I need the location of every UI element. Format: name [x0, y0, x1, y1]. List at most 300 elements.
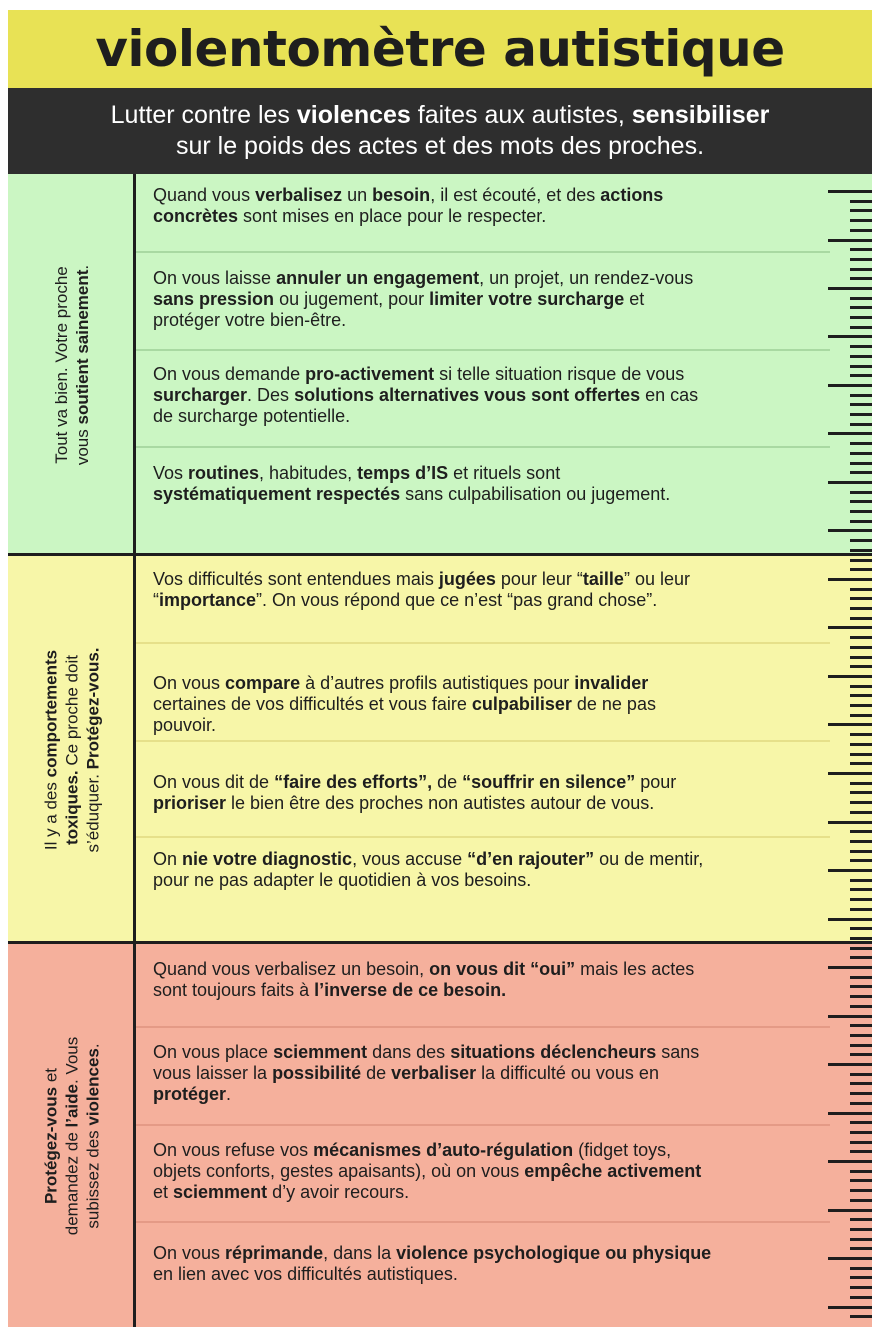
- ruler-tick: [850, 306, 872, 309]
- text-run: (fidget toys,: [573, 1140, 672, 1160]
- text-run: annuler un engagement: [276, 268, 480, 288]
- text-line: [62, 966, 83, 1306]
- scale-item: [153, 463, 833, 505]
- text-run: jugées: [438, 569, 496, 589]
- ruler-tick: [850, 1238, 872, 1241]
- text-line: [153, 772, 833, 793]
- text-run: dans des: [367, 1042, 451, 1062]
- text-run: verbaliser: [391, 1063, 477, 1083]
- ruler-tick: [850, 927, 872, 930]
- text-line: [153, 1063, 833, 1084]
- scale-item: [153, 569, 833, 611]
- ruler-tick: [828, 1063, 872, 1066]
- ruler-tick: [850, 277, 872, 280]
- text-run: invalider: [574, 673, 649, 693]
- text-run: pouvoir.: [153, 715, 217, 735]
- ruler-tick: [828, 190, 872, 193]
- text-run: violence psychologique ou physique: [396, 1243, 712, 1263]
- text-line: [153, 406, 833, 427]
- zone-side-panel: [8, 556, 136, 944]
- text-run: On: [153, 849, 183, 869]
- text-run: “faire des efforts”,: [274, 772, 433, 792]
- text-run: sensibiliser: [631, 101, 770, 129]
- ruler-tick: [850, 840, 872, 843]
- text-line: [62, 580, 83, 920]
- text-run: pour ne pas adapter le quotidien à vos besoins.: [153, 870, 532, 890]
- text-run: culpabiliser: [471, 694, 572, 714]
- text-run: , il est écouté, et des: [430, 185, 601, 205]
- text-line: [51, 195, 72, 535]
- ruler-tick: [850, 1102, 872, 1105]
- ruler-tick: [850, 830, 872, 833]
- ruler-tick: [850, 714, 872, 717]
- text-run: réprimande: [225, 1243, 324, 1263]
- text-run: prioriser: [153, 793, 227, 813]
- ruler-tick: [828, 432, 872, 435]
- item-separator: [136, 836, 830, 838]
- ruler-tick: [850, 1150, 872, 1153]
- item-separator: [136, 1221, 830, 1223]
- text-line: [83, 966, 104, 1306]
- zone-side-panel: [8, 944, 136, 1327]
- text-run: On vous place: [153, 1042, 274, 1062]
- ruler-tick: [850, 568, 872, 571]
- ruler-tick: [850, 345, 872, 348]
- text-line: [153, 1084, 833, 1105]
- text-run: pro-activement: [305, 364, 435, 384]
- text-run: de ne pas: [571, 694, 656, 714]
- text-run: concrètes: [153, 206, 239, 226]
- text-run: Quand vous verbalisez un besoin,: [153, 959, 430, 979]
- ruler-tick: [850, 1189, 872, 1192]
- ruler-tick: [850, 646, 872, 649]
- text-line: [153, 1161, 833, 1182]
- text-run: .: [73, 264, 92, 270]
- text-line: [153, 1042, 833, 1063]
- ruler-tick: [850, 248, 872, 251]
- ruler-tick: [828, 578, 872, 581]
- text-line: [153, 268, 833, 289]
- text-run: On vous: [153, 673, 226, 693]
- text-run: actions: [600, 185, 664, 205]
- scale-item: [153, 959, 833, 1001]
- text-line: [153, 206, 833, 227]
- text-run: routines: [188, 463, 260, 483]
- ruler-tick: [850, 403, 872, 406]
- ruler-tick: [850, 1228, 872, 1231]
- ruler-tick: [850, 1034, 872, 1037]
- text-run: nie votre diagnostic: [182, 849, 353, 869]
- scale-item: [153, 185, 833, 227]
- zone-side-text: [41, 580, 104, 920]
- text-run: de: [361, 1063, 392, 1083]
- text-run: . Des: [247, 385, 295, 405]
- text-run: la difficulté ou vous en: [476, 1063, 659, 1083]
- ruler-tick: [850, 995, 872, 998]
- ruler-tick: [850, 617, 872, 620]
- item-separator: [136, 349, 830, 351]
- ruler-tick: [850, 209, 872, 212]
- scale-item: [153, 1042, 833, 1105]
- ruler-tick: [850, 859, 872, 862]
- ruler-tick: [850, 200, 872, 203]
- text-run: situations déclencheurs: [450, 1042, 657, 1062]
- ruler-tick: [828, 1160, 872, 1163]
- ruler-tick: [850, 1044, 872, 1047]
- ruler-tick: [850, 268, 872, 271]
- text-run: un: [342, 185, 373, 205]
- text-line: [153, 463, 833, 484]
- text-run: pour leur “: [495, 569, 583, 589]
- text-run: violences: [83, 1047, 103, 1126]
- text-run: surcharger: [153, 385, 248, 405]
- ruler-tick: [850, 791, 872, 794]
- ruler-tick: [850, 462, 872, 465]
- text-run: Ce proche doit: [62, 655, 82, 771]
- text-run: verbalisez: [255, 185, 343, 205]
- ruler-tick: [828, 287, 872, 290]
- scale-item: [153, 364, 833, 427]
- text-run: On vous refuse vos: [153, 1140, 314, 1160]
- ruler-tick: [850, 1218, 872, 1221]
- text-run: de: [432, 772, 463, 792]
- text-run: On vous: [153, 1243, 226, 1263]
- ruler-tick: [850, 898, 872, 901]
- text-run: , habitudes,: [259, 463, 358, 483]
- text-run: Vos difficultés sont entendues mais: [153, 569, 439, 589]
- ruler-tick: [850, 782, 872, 785]
- text-run: toxiques.: [62, 770, 82, 845]
- text-run: compare: [225, 673, 301, 693]
- text-line: [153, 364, 833, 385]
- ruler-tick: [850, 956, 872, 959]
- scale-item: [153, 1140, 833, 1203]
- text-run: On vous dit de: [153, 772, 275, 792]
- text-run: d’y avoir recours.: [267, 1182, 410, 1202]
- text-line: [72, 195, 93, 535]
- text-run: sans culpabilisation ou jugement.: [400, 484, 671, 504]
- zone-side-text: [51, 195, 93, 535]
- ruler-scale: [828, 174, 872, 1327]
- ruler-tick: [850, 500, 872, 503]
- text-run: “d’en rajouter”: [467, 849, 595, 869]
- text-run: On vous demande: [153, 364, 306, 384]
- text-line: [153, 959, 833, 980]
- ruler-tick: [850, 365, 872, 368]
- text-run: s’éduquer.: [83, 769, 103, 853]
- ruler-tick: [828, 529, 872, 532]
- ruler-tick: [828, 1257, 872, 1260]
- ruler-tick: [850, 762, 872, 765]
- text-run: comportements: [41, 649, 61, 778]
- ruler-tick: [850, 801, 872, 804]
- text-run: pour: [635, 772, 677, 792]
- text-line: [153, 385, 833, 406]
- ruler-tick: [850, 704, 872, 707]
- scale-item: [153, 1243, 833, 1285]
- subtitle-line-2: [8, 131, 872, 162]
- ruler-tick: [850, 326, 872, 329]
- text-line: [153, 1140, 833, 1161]
- zone-side-text: [41, 966, 104, 1306]
- ruler-tick: [850, 694, 872, 697]
- text-run: Vos: [153, 463, 189, 483]
- ruler-tick: [850, 1170, 872, 1173]
- scale-item: [153, 268, 833, 331]
- text-run: et rituels sont: [448, 463, 561, 483]
- text-run: et: [153, 1182, 174, 1202]
- text-run: et: [624, 289, 645, 309]
- ruler-tick: [828, 335, 872, 338]
- text-run: sans pression: [153, 289, 275, 309]
- ruler-tick: [850, 1315, 872, 1318]
- ruler-tick: [850, 588, 872, 591]
- ruler-tick: [828, 675, 872, 678]
- ruler-tick: [850, 597, 872, 600]
- ruler-tick: [850, 520, 872, 523]
- ruler-tick: [850, 452, 872, 455]
- ruler-tick: [850, 316, 872, 319]
- text-run: faites aux autistes,: [410, 101, 632, 129]
- text-run: On vous laisse: [153, 268, 277, 288]
- text-run: besoin: [372, 185, 431, 205]
- scale-item: [153, 849, 833, 891]
- ruler-tick: [850, 908, 872, 911]
- text-run: Il y a des: [41, 777, 61, 851]
- ruler-tick: [828, 384, 872, 387]
- ruler-tick: [850, 1121, 872, 1124]
- text-run: de surcharge potentielle.: [153, 406, 351, 426]
- ruler-tick: [850, 1286, 872, 1289]
- subtitle-line-1: [8, 100, 872, 131]
- ruler-tick: [850, 1267, 872, 1270]
- ruler-tick: [850, 258, 872, 261]
- ruler-tick: [828, 1112, 872, 1115]
- text-run: mais les actes: [575, 959, 695, 979]
- item-separator: [136, 251, 830, 253]
- text-run: sciemment: [173, 1182, 268, 1202]
- ruler-tick: [828, 1306, 872, 1309]
- ruler-tick: [850, 394, 872, 397]
- text-line: [41, 966, 62, 1306]
- item-separator: [136, 740, 830, 742]
- ruler-tick: [850, 549, 872, 552]
- text-line: [153, 185, 833, 206]
- text-line: [41, 580, 62, 920]
- ruler-tick: [828, 723, 872, 726]
- ruler-tick: [850, 229, 872, 232]
- text-run: soutient sainement: [73, 269, 92, 425]
- ruler-tick: [850, 1247, 872, 1250]
- text-line: [153, 870, 833, 891]
- text-run: sans: [656, 1042, 700, 1062]
- text-line: [153, 310, 833, 331]
- ruler-tick: [850, 219, 872, 222]
- ruler-tick: [850, 1141, 872, 1144]
- text-run: violences: [296, 101, 411, 129]
- text-run: vous: [73, 424, 92, 466]
- ruler-tick: [828, 1209, 872, 1212]
- text-line: [153, 1243, 833, 1264]
- text-line: [153, 289, 833, 310]
- text-line: [153, 980, 833, 1001]
- text-line: [153, 590, 833, 611]
- text-run: solutions alternatives vous sont offertes: [294, 385, 641, 405]
- text-run: sont toujours faits à: [153, 980, 315, 1000]
- item-separator: [136, 642, 830, 644]
- text-run: importance: [159, 590, 257, 610]
- text-line: [153, 694, 833, 715]
- ruler-tick: [850, 753, 872, 756]
- text-run: Quand vous: [153, 185, 256, 205]
- text-run: .: [226, 1084, 232, 1104]
- text-run: , dans la: [323, 1243, 397, 1263]
- text-run: protéger: [153, 1084, 227, 1104]
- text-run: sont mises en place pour le respecter.: [238, 206, 547, 226]
- ruler-tick: [850, 743, 872, 746]
- text-run: ou jugement, pour: [274, 289, 430, 309]
- ruler-tick: [828, 772, 872, 775]
- ruler-tick: [850, 985, 872, 988]
- violentometre-poster: [8, 10, 872, 1327]
- text-run: ” ou leur: [623, 569, 690, 589]
- text-run: en cas: [640, 385, 699, 405]
- text-run: on vous dit “oui”: [429, 959, 576, 979]
- ruler-tick: [850, 733, 872, 736]
- text-run: à d’autres profils autistiques pour: [300, 673, 575, 693]
- text-run: sur le poids des actes et des mots des proches.: [175, 132, 705, 160]
- text-run: ou de mentir,: [594, 849, 704, 869]
- text-run: certaines de vos difficultés et vous faire: [153, 694, 472, 714]
- ruler-tick: [850, 1199, 872, 1202]
- item-separator: [136, 446, 830, 448]
- item-separator: [136, 1026, 830, 1028]
- ruler-tick: [850, 656, 872, 659]
- text-line: [153, 1264, 833, 1285]
- text-run: Protégez-vous.: [83, 647, 103, 770]
- page-title: violentomètre autistique: [95, 20, 785, 78]
- ruler-tick: [850, 442, 872, 445]
- text-run: en lien avec vos difficultés autistiques.: [153, 1264, 458, 1284]
- text-line: [153, 793, 833, 814]
- text-line: [83, 580, 104, 920]
- ruler-tick: [828, 918, 872, 921]
- text-run: “souffrir en silence”: [462, 772, 636, 792]
- text-run: ”. On vous répond que ce n’est “pas grand chose”.: [256, 590, 658, 610]
- ruler-tick: [850, 471, 872, 474]
- text-run: le bien être des proches non autistes autour de vous.: [226, 793, 655, 813]
- text-run: objets conforts, gestes apaisants), où on vous: [153, 1161, 525, 1181]
- ruler-tick: [850, 1082, 872, 1085]
- ruler-tick: [850, 1053, 872, 1056]
- text-run: l’inverse de ce besoin.: [314, 980, 507, 1000]
- text-line: [153, 715, 833, 736]
- ruler-tick: [850, 685, 872, 688]
- text-run: Protégez-vous: [41, 1086, 61, 1204]
- text-line: [153, 569, 833, 590]
- ruler-tick: [850, 559, 872, 562]
- ruler-tick: [850, 374, 872, 377]
- text-run: systématiquement respectés: [153, 484, 401, 504]
- text-run: , un projet, un rendez-vous: [479, 268, 694, 288]
- text-run: l’aide: [62, 1083, 82, 1127]
- ruler-tick: [850, 510, 872, 513]
- ruler-tick: [850, 413, 872, 416]
- text-run: protéger votre bien-être.: [153, 310, 347, 330]
- text-run: sciemment: [273, 1042, 368, 1062]
- ruler-tick: [850, 1024, 872, 1027]
- ruler-tick: [850, 1073, 872, 1076]
- ruler-tick: [850, 1296, 872, 1299]
- text-run: temps d’IS: [357, 463, 449, 483]
- ruler-tick: [850, 297, 872, 300]
- zone-side-panel: [8, 174, 136, 556]
- ruler-tick: [850, 665, 872, 668]
- ruler-tick: [850, 850, 872, 853]
- text-run: taille: [582, 569, 624, 589]
- ruler-tick: [828, 1015, 872, 1018]
- ruler-tick: [828, 481, 872, 484]
- ruler-tick: [850, 947, 872, 950]
- ruler-tick: [850, 1005, 872, 1008]
- ruler-tick: [850, 1092, 872, 1095]
- text-line: [153, 1182, 833, 1203]
- ruler-tick: [850, 811, 872, 814]
- scale-item: [153, 772, 833, 814]
- text-run: .: [83, 1042, 103, 1048]
- ruler-tick: [850, 1131, 872, 1134]
- text-run: et: [41, 1067, 61, 1087]
- ruler-tick: [850, 636, 872, 639]
- ruler-tick: [850, 937, 872, 940]
- text-run: demandez de: [62, 1127, 82, 1235]
- text-run: subissez des: [83, 1125, 103, 1229]
- ruler-tick: [850, 1179, 872, 1182]
- text-run: vous laisser la: [153, 1063, 273, 1083]
- title-bar: [8, 10, 872, 88]
- ruler-tick: [850, 423, 872, 426]
- text-run: . Vous: [62, 1036, 82, 1084]
- ruler-tick: [850, 976, 872, 979]
- ruler-tick: [828, 626, 872, 629]
- text-run: empêche activement: [524, 1161, 702, 1181]
- ruler-tick: [850, 888, 872, 891]
- ruler-tick: [828, 821, 872, 824]
- text-run: “: [153, 590, 159, 610]
- ruler-tick: [850, 355, 872, 358]
- ruler-tick: [828, 869, 872, 872]
- text-line: [153, 849, 833, 870]
- text-run: Tout va bien. Votre proche: [52, 266, 71, 464]
- text-run: possibilité: [272, 1063, 362, 1083]
- ruler-tick: [850, 607, 872, 610]
- subtitle-banner: [8, 88, 872, 174]
- text-run: limiter votre surcharge: [429, 289, 625, 309]
- text-run: si telle situation risque de vous: [434, 364, 685, 384]
- text-run: , vous accuse: [352, 849, 468, 869]
- ruler-tick: [828, 239, 872, 242]
- text-run: mécanismes d’auto-régulation: [313, 1140, 574, 1160]
- text-run: Lutter contre les: [110, 101, 297, 129]
- ruler-tick: [850, 1276, 872, 1279]
- ruler-tick: [850, 879, 872, 882]
- scale-item: [153, 673, 833, 736]
- text-line: [153, 673, 833, 694]
- ruler-tick: [850, 491, 872, 494]
- item-separator: [136, 1124, 830, 1126]
- ruler-tick: [828, 966, 872, 969]
- ruler-tick: [850, 539, 872, 542]
